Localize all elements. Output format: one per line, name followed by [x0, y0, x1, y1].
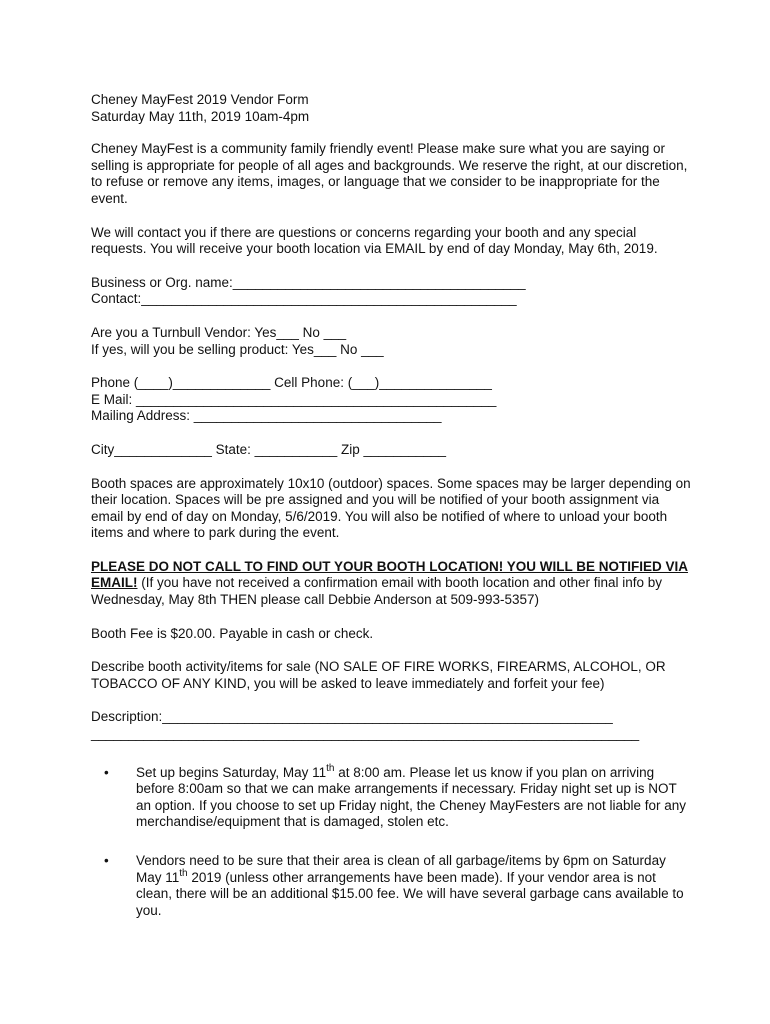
- contact-info-fields: [91, 375, 691, 425]
- bullet-icon: •: [104, 853, 109, 868]
- setup-text: Set up begins Saturday, May 11th at 8:00 am. Please let us know if you plan on arriving before 8:00am so that we can make arrangements if necessary. Friday night set up is NOT an option. If you choose to set up Friday night, the Cheney MayFesters are not liable for any merchandise/equipment that is damaged, stolen etc.: [136, 762, 687, 830]
- bullet-icon: •: [104, 764, 109, 780]
- booth-spaces-paragraph: Booth spaces are approximately 10x10 (outdoor) spaces. Some spaces may be larger depending on their location. Spaces will be pre assigned and you will be notified of your booth assignment via email by end of day on Monday, 5/6/2019. You will also be notified of where to unload your booth items and where to park during the event.: [91, 475, 691, 541]
- city-state-zip-field[interactable]: City_____________ State: ___________ Zip ___________: [91, 441, 447, 457]
- booth-location-warning: [91, 559, 691, 609]
- contact-field[interactable]: Contact:__________________________________________________: [91, 291, 517, 307]
- mailing-address-field[interactable]: Mailing Address: _________________________________: [91, 408, 442, 424]
- description-line-2[interactable]: _________________________________________________________________________: [91, 726, 640, 742]
- cleanup-text: Vendors need to be sure that their area is clean of all garbage/items by 6pm on Saturday May 11th 2019 (unless other arrangements have been made). If your vendor area is not clean, there will be an additional $15.00 fee. We will have several garbage cans available to you.: [136, 853, 684, 918]
- description-line-1[interactable]: Description:____________________________________________________________: [91, 709, 613, 725]
- contact-paragraph: We will contact you if there are questions or concerns regarding your booth and any special requests. You will receive your booth location via EMAIL by end of day Monday, May 6th, 2019.: [91, 224, 658, 257]
- warning-bold-text: PLEASE DO NOT CALL TO FIND OUT YOUR BOOTH LOCATION! YOU WILL BE NOTIFIED VIA EMAIL!: [91, 558, 689, 591]
- setup-bullet: [91, 762, 691, 831]
- describe-instructions: Describe booth activity/items for sale (NO SALE OF FIRE WORKS, FIREARMS, ALCOHOL, OR TOBACCO OF ANY KIND, you will be asked to leave immediately and forfeit your fee): [91, 659, 666, 691]
- cleanup-bullet: [91, 853, 691, 919]
- business-name-field[interactable]: Business or Org. name:_______________________________________: [91, 274, 526, 290]
- turnbull-vendor-field[interactable]: Are you a Turnbull Vendor: Yes___ No ___: [91, 324, 347, 340]
- phone-field[interactable]: Phone (____)_____________ Cell Phone: (___)_______________: [91, 375, 492, 391]
- email-field[interactable]: E Mail: ________________________________________________: [91, 391, 497, 407]
- description-field[interactable]: [91, 709, 691, 742]
- event-date: Saturday May 11th, 2019 10am-4pm: [91, 108, 310, 124]
- warning-detail-text: (If you have not received a confirmation email with booth location and other final info by Wednesday, May 8th THEN please call Debbie Anderson at 509-993-5357): [91, 575, 663, 608]
- vendor-form-page: [91, 92, 691, 919]
- business-fields: [91, 275, 691, 308]
- selling-product-field[interactable]: If yes, will you be selling product: Yes___ No ___: [91, 341, 384, 357]
- turnbull-fields: [91, 325, 691, 358]
- booth-fee: Booth Fee is $20.00. Payable in cash or check.: [91, 625, 374, 641]
- form-title: Cheney MayFest 2019 Vendor Form: [91, 92, 309, 107]
- intro-paragraph: Cheney MayFest is a community family friendly event! Please make sure what you are saying or selling is appropriate for people of all ages and backgrounds. We reserve the right, at our discretion, to refuse or remove any items, images, or language that we consider to be inappropriate for the event.: [91, 141, 688, 206]
